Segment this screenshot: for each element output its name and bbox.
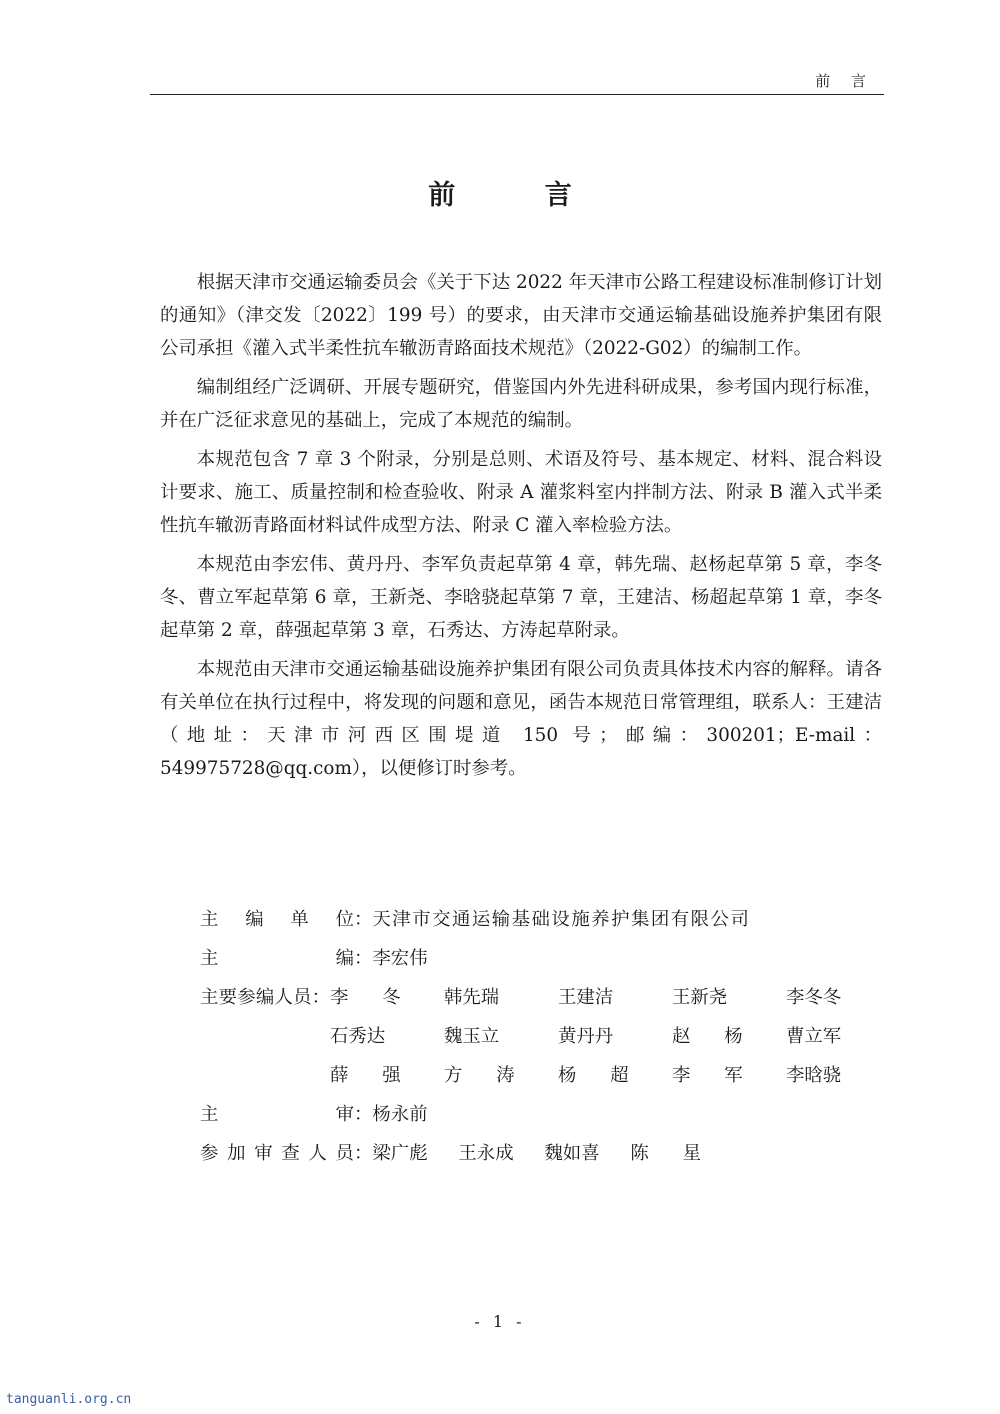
reviewer-label: 主 审 [200, 1103, 354, 1125]
preface-body [160, 266, 882, 791]
paragraph: 根据天津市交通运输委员会《关于下达 2022 年天津市公路工程建设标准制修订计划的通知》（津交发〔2022〕199 号）的要求，由天津市交通运输基础设施养护集团有限公司承担《灌入式半柔性抗车辙沥青路面技术规范》（2022-G02）的编制工作。 [160, 272, 882, 359]
page-title: 前 言 [428, 180, 612, 211]
review-member-name: 魏如喜 [544, 1142, 600, 1164]
contributor-name: 王新尧 [672, 986, 728, 1008]
contributor-name: 黄丹丹 [558, 1025, 614, 1047]
watermark-text: tanguanli.org.cn [6, 1392, 132, 1407]
review-members-row: 参 加 审 查 人 员 ： 梁广彪 王永成 魏如喜 陈 星 [200, 1132, 900, 1171]
chief-editor-row: 主 编 ： 李宏伟 [200, 937, 900, 976]
contributor-name: 石秀达 [330, 1025, 386, 1047]
contributor-name: 李晗骁 [786, 1064, 842, 1086]
chief-unit-row: 主 编 单 位 ： 天津市交通运输基础设施养护集团有限公司 [200, 898, 900, 937]
contributors-line-3 [330, 1061, 900, 1087]
contributor-name: 王建洁 [558, 986, 614, 1008]
contributors-label: 主 要 参 编 人 员 [200, 986, 312, 1008]
contributors-row [200, 1015, 900, 1054]
contributor-name: 方 涛 [444, 1064, 529, 1086]
reviewer-value: 杨永前 [372, 1103, 428, 1125]
contributor-name: 李 军 [672, 1064, 757, 1086]
page-number: - 1 - [474, 1312, 526, 1331]
contributors-line-2 [330, 1022, 900, 1048]
contributors-line-1 [330, 983, 900, 1009]
credits-block [200, 898, 900, 1171]
paragraph: 本规范由李宏伟、黄丹丹、李军负责起草第 4 章，韩先瑞、赵杨起草第 5 章，李冬冬、曹立军起草第 6 章，王新尧、李晗骁起草第 7 章，王建洁、杨超起草第 1 章，李冬起草第 2 章，薛强起草第 3 章，石秀达、方涛起草附录。 [160, 554, 882, 641]
chief-unit-label: 主 编 单 位 [200, 908, 354, 930]
chief-editor-label: 主 编 [200, 947, 354, 969]
paragraph: 本规范由天津市交通运输基础设施养护集团有限公司负责具体技术内容的解释。请各有关单位在执行过程中，将发现的问题和意见，函告本规范日常管理组，联系人：王建洁（地址：天津市河西区围堤道 150 号；邮编：300201；E-mail：549975728@qq.com），以便修订时参考。 [160, 659, 882, 779]
contributors-row [200, 1054, 900, 1093]
review-member-name: 陈 星 [630, 1142, 716, 1164]
contributors-row: 主 要 参 编 人 员 ： 李 冬 韩先瑞 王建洁 王新尧 李冬冬 [200, 976, 900, 1015]
review-members-label: 参 加 审 查 人 员 [200, 1142, 354, 1164]
contributor-name: 曹立军 [786, 1025, 842, 1047]
contributor-name: 魏玉立 [444, 1025, 500, 1047]
paragraph: 编制组经广泛调研、开展专题研究，借鉴国内外先进科研成果，参考国内现行标准，并在广泛征求意见的基础上，完成了本规范的编制。 [160, 377, 882, 431]
review-member-name: 王永成 [458, 1142, 514, 1164]
contributor-name: 杨 超 [558, 1064, 643, 1086]
contributor-name: 韩先瑞 [444, 986, 500, 1008]
running-header [150, 68, 884, 95]
contributor-name: 薛 强 [330, 1064, 415, 1086]
contributor-name: 李冬冬 [786, 986, 842, 1008]
running-header-text: 前 言 [815, 72, 874, 90]
review-members [372, 1139, 716, 1165]
chief-unit-value: 天津市交通运输基础设施养护集团有限公司 [372, 908, 751, 930]
review-member-name: 梁广彪 [372, 1142, 428, 1164]
contributor-name: 李 冬 [330, 986, 415, 1008]
chief-editor-value: 李宏伟 [372, 947, 428, 969]
reviewer-row: 主 审 ： 杨永前 [200, 1093, 900, 1132]
contributor-name: 赵 杨 [672, 1025, 757, 1047]
paragraph: 本规范包含 7 章 3 个附录，分别是总则、术语及符号、基本规定、材料、混合料设计要求、施工、质量控制和检查验收、附录 A 灌浆料室内拌制方法、附录 B 灌入式半柔性抗车辙沥青路面材料试件成型方法、附录 C 灌入率检验方法。 [160, 449, 882, 536]
